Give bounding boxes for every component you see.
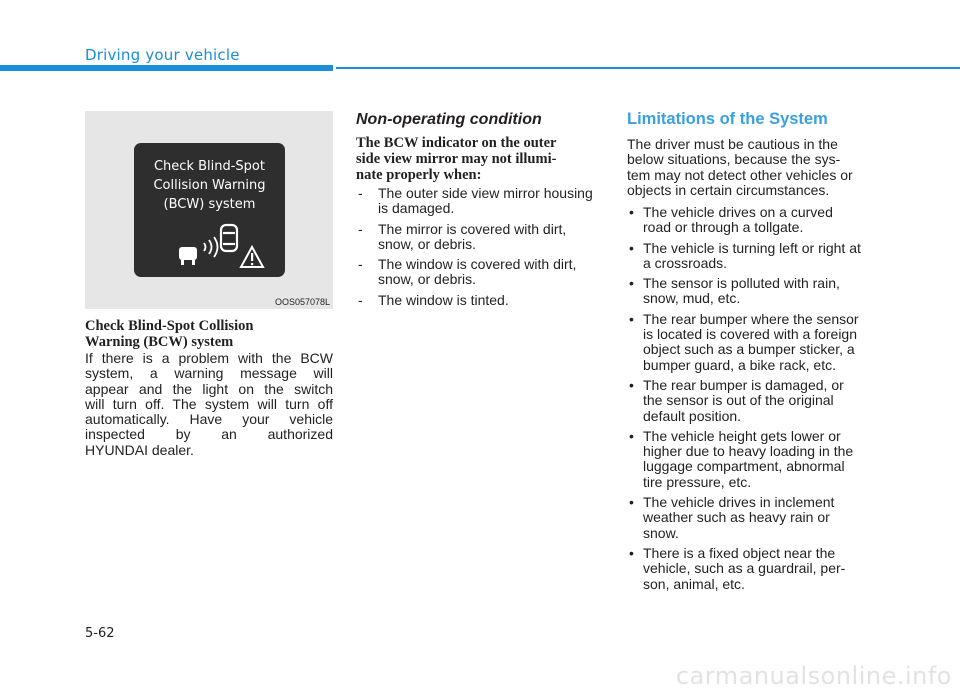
list-item	[627, 495, 879, 541]
warning-figure	[85, 111, 333, 309]
item-line: the sensor is out of the original	[643, 392, 834, 409]
item-line: default position.	[643, 407, 742, 424]
heading-line: Check Blind-Spot Collision	[85, 318, 254, 334]
bullet-marker: •	[629, 376, 634, 393]
body-line: HYUNDAI dealer.	[85, 441, 194, 458]
intro-line: tem may not detect other vehicles or	[627, 166, 853, 183]
body-line: system, a warning message will	[85, 365, 333, 382]
item-line: weather such as heavy rain or	[643, 509, 830, 526]
bcw-warning-body	[85, 351, 333, 458]
item-line: The sensor is polluted with rain,	[643, 275, 840, 292]
subheading-line: The BCW indicator on the outer	[356, 135, 557, 151]
list-item	[627, 276, 879, 307]
item-line: is located is covered with a foreign	[643, 326, 857, 343]
cluster-display	[134, 143, 285, 277]
limitations-title: Limitations of the System	[627, 110, 828, 128]
body-line: will turn off. The system will turn off	[85, 395, 333, 412]
list-item	[356, 257, 606, 288]
list-item	[356, 186, 606, 217]
non-operating-list	[356, 186, 606, 313]
list-item	[627, 546, 879, 592]
body-line: appear and the light on the switch	[85, 380, 333, 397]
dash-marker: -	[358, 220, 363, 237]
bullet-marker: •	[629, 427, 634, 444]
item-line: snow.	[643, 524, 679, 541]
item-line: The vehicle is turning left or right at	[643, 239, 861, 256]
bullet-marker: •	[629, 494, 634, 511]
item-line: The vehicle drives in inclement	[643, 494, 835, 511]
intro-line: objects in certain circumstances.	[627, 181, 830, 198]
section-title: Driving your vehicle	[85, 46, 240, 64]
body-line: automatically. Have your vehicle	[85, 411, 333, 428]
dash-marker: -	[358, 256, 363, 273]
item-line: snow, or debris.	[378, 235, 477, 252]
item-line: son, animal, etc.	[643, 575, 745, 592]
limitations-list	[627, 205, 879, 597]
warning-triangle-icon	[241, 247, 263, 267]
list-item	[356, 293, 606, 308]
page-number: 5-62	[85, 626, 115, 641]
item-line: The vehicle height gets lower or	[643, 427, 841, 444]
list-item	[627, 241, 879, 272]
cluster-message-line: (BCW) system	[163, 197, 256, 212]
item-line: vehicle, such as a guardrail, per-	[643, 560, 846, 577]
item-line: There is a fixed object near the	[643, 544, 836, 561]
subheading-line: nate properly when:	[356, 167, 482, 183]
item-line: luggage compartment, abnormal	[643, 458, 845, 475]
item-line: higher due to heavy loading in the	[643, 443, 854, 460]
blind-spot-icon	[134, 143, 285, 277]
radar-waves-icon	[204, 237, 218, 257]
figure-code: OOS057078L	[274, 297, 330, 307]
item-line: is damaged.	[378, 200, 455, 217]
heading-line: Warning (BCW) system	[85, 334, 234, 350]
item-line: bumper guard, a bike rack, etc.	[643, 356, 836, 373]
non-operating-title: Non-operating condition	[356, 111, 542, 128]
item-line: The mirror is covered with dirt,	[378, 220, 567, 237]
dash-marker: -	[358, 291, 363, 308]
item-line: a crossroads.	[643, 254, 728, 271]
bullet-marker: •	[629, 275, 634, 292]
item-line: object such as a bumper sticker, a	[643, 341, 855, 358]
item-line: The outer side view mirror housing	[378, 185, 593, 201]
item-line: snow, or debris.	[378, 271, 477, 288]
body-line: If there is a problem with the BCW	[85, 350, 333, 366]
intro-line: The driver must be cautious in the	[627, 136, 838, 152]
indicator-subheading	[356, 135, 604, 183]
body-line: inspected by an authorized	[85, 426, 333, 443]
item-line: snow, mud, etc.	[643, 290, 741, 307]
dash-marker: -	[358, 185, 363, 201]
bullet-marker: •	[629, 239, 634, 256]
bullet-marker: •	[629, 204, 634, 220]
item-line: The vehicle drives on a curved	[643, 204, 833, 220]
header-rule-thick	[0, 65, 333, 71]
cluster-message-line: Check Blind-Spot	[153, 159, 265, 174]
ego-car-icon	[221, 225, 237, 251]
item-line: The window is covered with dirt,	[378, 256, 577, 273]
list-item	[627, 205, 879, 236]
bcw-warning-heading	[85, 318, 333, 350]
bullet-marker: •	[629, 544, 634, 561]
intro-line: below situations, because the sys-	[627, 151, 841, 168]
list-item	[627, 429, 879, 490]
list-item	[627, 378, 879, 424]
list-item	[356, 222, 606, 253]
limitations-intro	[627, 137, 879, 198]
watermark: carmanualsonline.info	[675, 662, 952, 689]
item-line: tire pressure, etc.	[643, 473, 752, 490]
item-line: The rear bumper is damaged, or	[643, 376, 844, 393]
header-rule-thin	[336, 67, 960, 69]
bullet-marker: •	[629, 310, 634, 327]
subheading-line: side view mirror may not illumi-	[356, 151, 557, 167]
item-line: road or through a tollgate.	[643, 219, 804, 236]
side-car-icon	[179, 247, 197, 265]
cluster-message-line: Collision Warning	[153, 178, 266, 193]
item-line: The window is tinted.	[378, 291, 509, 308]
list-item	[627, 312, 879, 373]
item-line: The rear bumper where the sensor	[643, 310, 859, 327]
